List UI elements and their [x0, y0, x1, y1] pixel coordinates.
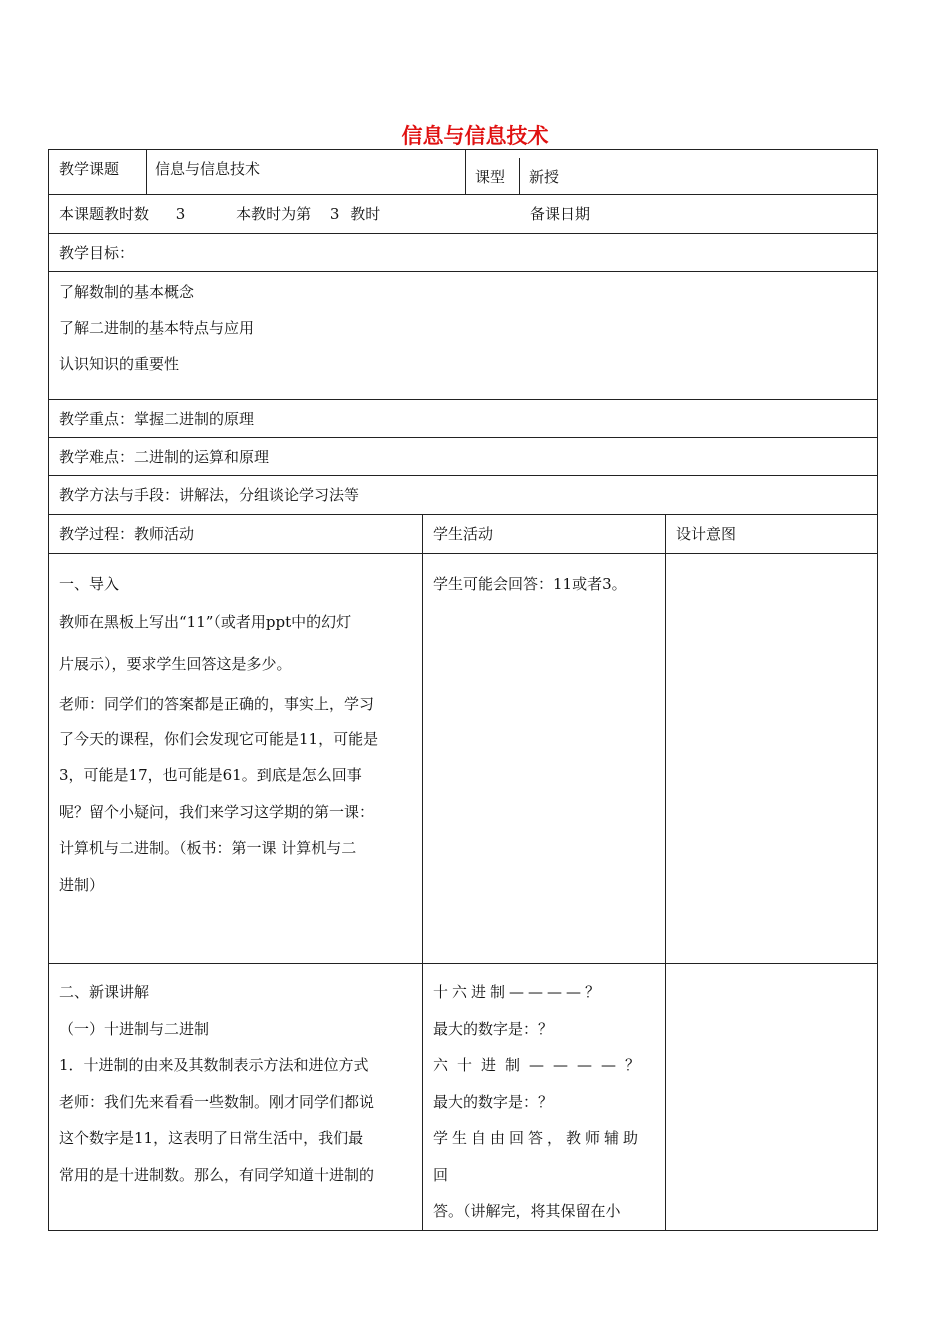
goal-item: 了解数制的基本概念: [59, 283, 195, 301]
teacher-activity-header: 教学过程：教师活动: [49, 515, 423, 554]
section1-line: 一、导入: [59, 575, 120, 593]
type-value: 新授: [529, 168, 560, 186]
topic-value: 信息与信息技术: [147, 150, 466, 195]
process-header-row: [49, 515, 878, 554]
current-period-value: 3: [329, 205, 340, 223]
section1-line: 老师：同学们的答案都是正确的，事实上，学习: [59, 694, 375, 713]
section1-line: 进制）: [59, 875, 105, 894]
section2-student-line: 六十进制————？: [433, 1056, 650, 1074]
section2-line: （一）十进制与二进制: [59, 1019, 210, 1038]
topic-row: [49, 150, 878, 195]
section2-student: [423, 964, 666, 1231]
goals-list-row: [49, 272, 878, 400]
section1-line: 3，可能是17，也可能是61。到底是怎么回事: [59, 766, 362, 784]
section1-line: 片展示），要求学生回答这是多少。: [59, 654, 292, 673]
section2-student-line: 最大的数字是：？: [433, 1092, 554, 1111]
section2-line: 老师：我们先来看看一些数制。刚才同学们都说: [59, 1092, 375, 1111]
section2-line: 常用的是十进制数。那么，有同学知道十进制的: [59, 1165, 375, 1184]
section1-student: [423, 554, 666, 964]
period-row: [49, 195, 878, 234]
key-point-row: [49, 400, 878, 438]
current-period-label: 本教时为第: [236, 205, 312, 223]
page-title: 信息与信息技术: [401, 124, 549, 148]
student-activity-header: 学生活动: [423, 515, 666, 554]
section1-intent: [666, 554, 878, 964]
lesson-plan-table: [48, 149, 878, 1231]
goal-item: 认识知识的重要性: [59, 355, 180, 373]
goals-label: 教学目标：: [49, 234, 878, 272]
section2-teacher: [49, 964, 423, 1231]
prep-date-label: 备课日期: [530, 205, 591, 223]
section1-line: 呢？留个小疑问，我们来学习这学期的第一课：: [59, 802, 375, 821]
section2-row: [49, 964, 878, 1231]
section2-student-line: 学生自由回答，教师辅助回: [433, 1129, 643, 1184]
method-row: [49, 476, 878, 515]
type-label: 课型: [466, 158, 520, 194]
total-periods-value: 3: [175, 205, 186, 223]
section2-student-line: 最大的数字是：？: [433, 1019, 554, 1038]
goal-item: 了解二进制的基本特点与应用: [59, 319, 255, 337]
section2-line: 二、新课讲解: [59, 983, 150, 1001]
goals-header-row: [49, 234, 878, 272]
topic-label: 教学课题: [49, 150, 147, 195]
key-point: 教学重点：掌握二进制的原理: [49, 400, 878, 438]
section1-line: 教师在黑板上写出“11”（或者用ppt中的幻灯: [59, 612, 352, 631]
design-intent-header: 设计意图: [666, 515, 878, 554]
current-period-suffix: 教时: [350, 205, 381, 223]
section1-line: 了今天的课程，你们会发现它可能是11，可能是: [59, 729, 379, 748]
section2-intent: [666, 964, 878, 1231]
total-periods-label: 本课题教时数: [59, 205, 150, 223]
difficulty-row: [49, 438, 878, 476]
section1-student-text: 学生可能会回答：11或者3。: [433, 575, 627, 593]
section2-line: 1．十进制的由来及其数制表示方法和进位方式: [59, 1056, 369, 1074]
section1-line: 计算机与二进制。（板书：第一课 计算机与二: [59, 839, 357, 857]
method: 教学方法与手段：讲解法，分组谈论学习法等: [49, 476, 878, 515]
section1-teacher: [49, 554, 423, 964]
section2-student-line: 答。（讲解完，将其保留在小: [433, 1202, 621, 1220]
difficulty: 教学难点：二进制的运算和原理: [49, 438, 878, 476]
section1-row: [49, 554, 878, 964]
section2-line: 这个数字是11，这表明了日常生活中，我们最: [59, 1129, 364, 1147]
section2-student-line: 十六进制————？: [433, 983, 605, 1001]
